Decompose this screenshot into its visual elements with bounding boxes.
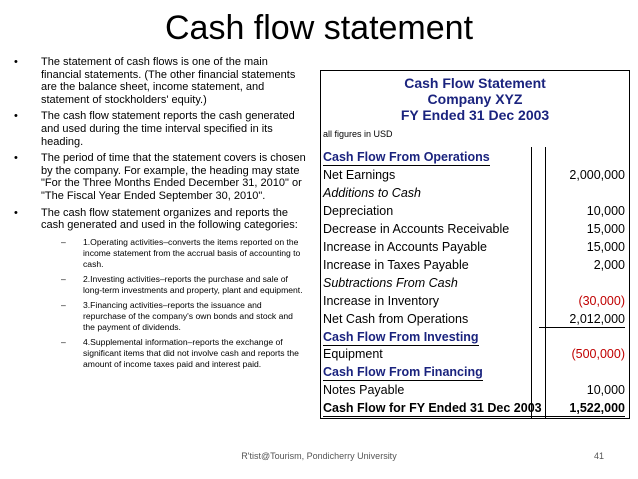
sub-bullet-item [41,237,306,270]
bullet-marker: • [14,110,18,123]
sub-bullet-text: 4.Supplemental information–reports the exchange of significant items that did not involve cash and reports the amount of income taxes paid and interest paid. [83,336,299,369]
sub-bullet-item [41,300,306,333]
bullet-item [14,152,306,202]
bullet-text: The cash flow statement organizes and reports the cash generated and used in the following categories: [41,206,298,232]
bullet-text: The statement of cash flows is one of the main financial statements. (The other financial statements are the balance sheet, income statement, and statement of stockholders' equity.) [41,56,296,106]
row-label: Depreciation [323,203,394,218]
statement-heading-line: FY Ended 31 Dec 2003 [400,107,550,123]
page-number: 41 [594,451,605,461]
bullet-text: The cash flow statement reports the cash generated and used during the time interval specified in its heading. [41,110,295,148]
row-label: Subtractions From Cash [323,275,458,290]
row-label: Net Cash from Operations [323,311,469,326]
bullet-marker: • [14,152,18,165]
statement-row [321,257,629,275]
row-value: 15,000 [586,239,625,254]
bullet-text: The period of time that the statement covers is chosen by the company. For example, the heading may state "For the Three Months Ended December 31, 2010" or "The Fiscal Year Ended September 30, 2010". [41,152,306,202]
statement-row [321,346,629,364]
row-value: 10,000 [586,203,625,218]
row-value: 2,000 [593,257,625,272]
row-label: Additions to Cash [323,185,421,200]
statement-heading-line: Company XYZ [427,91,523,107]
row-value: (30,000) [578,293,625,308]
row-label: Cash Flow for FY Ended 31 Dec 2003 [323,401,542,419]
statement-row [321,239,629,257]
statement-heading [321,75,629,123]
row-label: Net Earnings [323,167,396,182]
statement-row [321,329,629,347]
sub-bullet-item [41,337,306,370]
cash-flow-statement-table [320,70,630,419]
row-label: Cash Flow From Financing [323,365,483,380]
row-value: 2,000,000 [569,167,625,182]
bullet-marker: • [14,56,18,68]
row-label: Cash Flow From Investing [323,329,479,344]
row-label: Cash Flow From Operations [323,150,490,164]
bullet-marker: • [14,206,18,219]
row-label: Increase in Taxes Payable [323,257,469,272]
row-value: 10,000 [586,383,625,398]
row-value: 2,012,000 [539,312,625,328]
bullet-item [14,110,306,148]
statement-row [321,275,629,293]
statement-row [321,364,629,382]
statement-row [321,400,629,418]
statement-row [321,382,629,400]
sub-bullet-text: 1.Operating activities–converts the items reported on the income statement from the accrual basis of accounting to cash. [83,236,301,269]
sub-bullet-text: 2.Investing activities–reports the purchase and sale of long-term investments and property, plant and equipment. [83,273,303,295]
sub-bullet-item [41,274,306,296]
bullet-list [14,56,306,374]
slide-footer: R'tist@Tourism, Pondicherry University [241,451,397,461]
statement-row [321,311,629,329]
bullet-item [14,207,306,370]
bullet-item [14,56,306,106]
sub-bullet-marker: – [61,273,66,284]
sub-bullet-marker: – [61,336,66,347]
row-label: Decrease in Accounts Receivable [323,221,510,236]
row-value: 15,000 [586,221,625,236]
units-note: all figures in USD [323,129,393,139]
statement-row [321,221,629,239]
sub-bullet-text: 3.Financing activities–reports the issuance and repurchase of the company's own bonds and stock and the payment of dividends. [83,299,293,332]
statement-row [321,203,629,221]
statement-row [321,167,629,185]
row-value: (500,000) [571,347,625,362]
slide-title: Cash flow statement [164,9,474,47]
row-label: Increase in Accounts Payable [323,239,487,254]
statement-row [321,293,629,311]
row-value: 1,522,000 [539,401,625,419]
row-label: Equipment [323,347,383,362]
statement-row [321,185,629,203]
sub-bullet-marker: – [61,299,66,310]
statement-heading-line: Cash Flow Statement [404,75,546,91]
sub-bullet-marker: – [61,236,66,247]
statement-row [321,149,629,167]
row-label: Notes Payable [323,383,405,398]
sub-bullet-list [41,237,306,370]
row-label: Increase in Inventory [323,293,440,308]
